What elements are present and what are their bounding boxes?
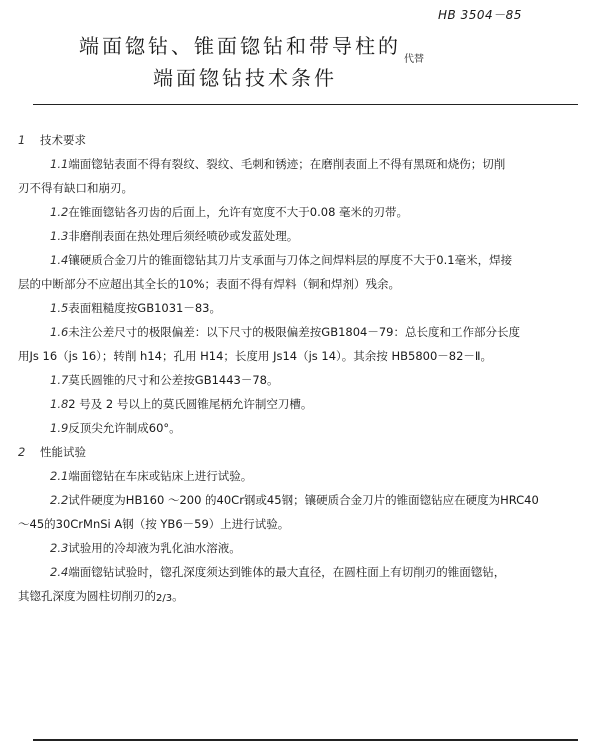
fraction: 2/3 xyxy=(156,593,173,604)
clause-continuation: 层的中断部分不应超出其全长的10%；表面不得有焊料（铜和焊剂）残余。 xyxy=(18,277,401,291)
clause-text: 反顶尖允许制成60°。 xyxy=(68,421,181,435)
section-title: 技术要求 xyxy=(40,133,86,147)
clause-text: 非磨削表面在热处理后须经喷砂或发蓝处理。 xyxy=(68,229,299,243)
document-body xyxy=(18,128,583,611)
header-rule xyxy=(33,104,578,105)
clause-number: 1.9 xyxy=(50,421,69,435)
clause-text: 莫氏圆锥的尺寸和公差按GB1443－78。 xyxy=(68,373,279,387)
document-title xyxy=(0,30,600,94)
clause-number: 1.4 xyxy=(50,253,69,267)
clause xyxy=(18,464,583,488)
clause xyxy=(18,536,583,560)
footer-rule xyxy=(33,739,578,741)
clause xyxy=(18,320,583,344)
clause-number: 2.3 xyxy=(50,541,69,555)
clause-continuation: 刃不得有缺口和崩刃。 xyxy=(18,181,133,195)
section-number: 2 xyxy=(18,445,26,459)
clause-end: 。 xyxy=(172,589,184,603)
clause-text: 试验用的冷却液为乳化油水溶液。 xyxy=(68,541,241,555)
clause xyxy=(18,392,583,416)
clause-continuation: ～45的30CrMnSi A钢（按 YB6－59）上进行试验。 xyxy=(18,517,290,531)
clause-text: 2 号及 2 号以上的莫氏圆锥尾柄允许制空刀槽。 xyxy=(68,397,313,411)
section-title: 性能试验 xyxy=(40,445,86,459)
standard-number: HB 3504－85 xyxy=(438,8,522,22)
clause-number: 1.2 xyxy=(50,205,69,219)
clause-continuation: 用Js 16（js 16）；转削 h14；孔用 H14；长度用 Js14（js 14）。其余按 HB5800－82－Ⅱ。 xyxy=(18,349,493,363)
clause-number: 1.8 xyxy=(50,397,69,411)
clause xyxy=(18,416,583,440)
clause xyxy=(18,296,583,320)
clause xyxy=(18,368,583,392)
clause xyxy=(18,488,583,512)
clause-number: 1.7 xyxy=(50,373,69,387)
section-heading xyxy=(18,128,583,152)
clause-continuation-text: 其锪孔深度为圆柱切削刃的 xyxy=(18,589,156,603)
clause-text: 镶硬质合金刀片的锥面锪钻其刀片支承面与刀体之间焊料层的厚度不大于0.1毫米，焊接 xyxy=(68,253,513,267)
clause-text: 端面锪钻试验时，锪孔深度须达到锥体的最大直径，在圆柱面上有切削刃的锥面锪钻， xyxy=(68,565,506,579)
clause-text: 在锥面锪钻各刃齿的后面上，允许有宽度不大于0.08 毫米的刃带。 xyxy=(68,205,409,219)
clause-text: 端面锪钻表面不得有裂纹、裂纹、毛刺和锈迹；在磨削表面上不得有黑斑和烧伤；切削 xyxy=(68,157,506,171)
clause xyxy=(18,152,583,176)
clause xyxy=(18,200,583,224)
clause-number: 1.6 xyxy=(50,325,69,339)
clause-number: 1.3 xyxy=(50,229,69,243)
clause-text: 试件硬度为HB160 ～200 的40Cr钢或45钢；镶硬质合金刀片的锥面锪钻应在硬度为HRC40 xyxy=(68,493,539,507)
clause-number: 1.5 xyxy=(50,301,69,315)
clause-text: 表面粗糙度按GB1031－83。 xyxy=(68,301,221,315)
clause xyxy=(18,224,583,248)
title-line-2: 端面锪钻技术条件 xyxy=(153,66,337,90)
clause-continuation xyxy=(18,584,583,611)
title-line-1: 端面锪钻、锥面锪钻和带导柱的 xyxy=(79,34,401,58)
clause-number: 2.1 xyxy=(50,469,69,483)
clause xyxy=(18,560,583,584)
clause-number: 2.4 xyxy=(50,565,69,579)
clause-text: 端面锪钻在车床或钻床上进行试验。 xyxy=(68,469,253,483)
clause-number: 1.1 xyxy=(50,157,69,171)
clause-text: 未注公差尺寸的极限偏差：以下尺寸的极限偏差按GB1804－79：总长度和工作部分长度 xyxy=(68,325,520,339)
section-heading xyxy=(18,440,583,464)
clause xyxy=(18,248,583,272)
section-number: 1 xyxy=(18,133,26,147)
clause-number: 2.2 xyxy=(50,493,69,507)
replaces-label: 代替 xyxy=(404,54,424,65)
